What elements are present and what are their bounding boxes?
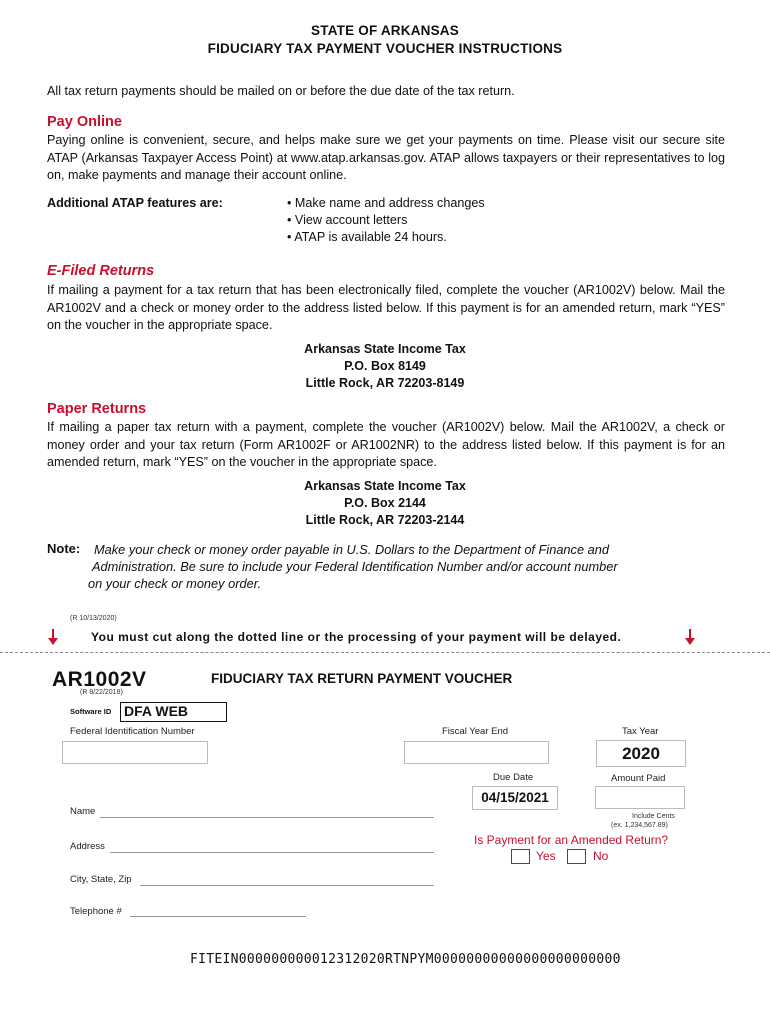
- amended-no-checkbox[interactable]: [567, 849, 586, 864]
- amended-yes-checkbox[interactable]: [511, 849, 530, 864]
- pay-online-heading: Pay Online: [47, 114, 122, 130]
- paper-returns-body: If mailing a paper tax return with a payment, complete the voucher (AR1002V) below. Mail the AR1002V, a check or money order and your tax return (Form AR1002F or AR1002NR) to the address listed below. If this payment is for an amended return, mark “YES” on the voucher in the appropriate space.: [47, 420, 725, 469]
- atap-feature-item: • Make name and address changes: [287, 196, 485, 210]
- pay-online-body: Paying online is convenient, secure, and helps make sure we get your payments on time. Please visit our secure site ATAP (Arkansas Taxpayer Access Point) at www.atap.arkansas.gov. ATAP allows taxpayers or their representatives to log on, make payments and manage their account online.: [47, 133, 725, 182]
- form-id: AR1002V: [52, 668, 147, 691]
- telephone-line[interactable]: [130, 916, 306, 917]
- atap-features-label: Additional ATAP features are:: [47, 196, 223, 210]
- amended-yes-label: Yes: [536, 849, 556, 863]
- paper-returns-heading: Paper Returns: [47, 401, 147, 417]
- page-title: STATE OF ARKANSAS: [311, 23, 459, 38]
- note-label: Note:: [47, 541, 81, 556]
- efiled-address-line: P.O. Box 8149: [344, 359, 426, 373]
- amount-paid-label: Amount Paid: [611, 773, 666, 784]
- include-cents-note: Include Cents: [632, 813, 675, 820]
- tax-year-label: Tax Year: [622, 726, 659, 737]
- city-state-zip-label: City, State, Zip: [70, 874, 132, 885]
- due-date-field[interactable]: 04/15/2021: [472, 786, 558, 810]
- software-id-label: Software ID: [70, 707, 112, 716]
- voucher-title: FIDUCIARY TAX RETURN PAYMENT VOUCHER: [211, 671, 513, 686]
- atap-feature-item: • View account letters: [287, 213, 408, 227]
- note-text-line: on your check or money order.: [88, 576, 262, 591]
- efiled-heading: E-Filed Returns: [47, 263, 155, 279]
- paper-address-line: P.O. Box 2144: [344, 496, 426, 510]
- fein-input[interactable]: [62, 741, 208, 764]
- note-text-line: Make your check or money order payable in U.S. Dollars to the Department of Finance and: [94, 542, 609, 557]
- name-line[interactable]: [100, 817, 434, 818]
- amended-no-label: No: [593, 849, 609, 863]
- due-date-label: Due Date: [493, 772, 534, 783]
- address-line[interactable]: [110, 852, 434, 853]
- paper-address-line: Arkansas State Income Tax: [304, 479, 466, 493]
- software-id-field[interactable]: DFA WEB: [120, 702, 227, 722]
- efiled-body: If mailing a payment for a tax return that has been electronically filed, complete the voucher (AR1002V) below. Mail the AR1002V and a check or money order to the address listed below. If this payment is for an amended return, mark “YES” on the voucher in the appropriate space.: [47, 283, 725, 332]
- note-text-line: Administration. Be sure to include your Federal Identification Number and/or account number: [92, 559, 618, 574]
- efiled-address-line: Arkansas State Income Tax: [304, 342, 466, 356]
- cut-notice: You must cut along the dotted line or the processing of your payment will be delayed.: [91, 630, 622, 644]
- cut-dotted-line: [0, 652, 770, 653]
- paper-address-line: Little Rock, AR 72203-2144: [305, 513, 465, 527]
- tax-year-field[interactable]: 2020: [596, 740, 686, 767]
- fiscal-year-end-input[interactable]: [404, 741, 549, 764]
- page-subtitle: FIDUCIARY TAX PAYMENT VOUCHER INSTRUCTIONS: [207, 41, 563, 56]
- form-revision: (R 8/22/2018): [80, 689, 123, 696]
- telephone-label: Telephone #: [70, 906, 122, 917]
- amended-question: Is Payment for an Amended Return?: [474, 833, 669, 847]
- fiscal-year-end-label: Fiscal Year End: [442, 726, 509, 737]
- intro-text: All tax return payments should be mailed on or before the due date of the tax return.: [47, 84, 515, 98]
- address-label: Address: [70, 841, 105, 852]
- fein-label: Federal Identification Number: [70, 726, 195, 737]
- atap-feature-item: • ATAP is available 24 hours.: [287, 230, 447, 244]
- amount-paid-input[interactable]: [595, 786, 685, 809]
- efiled-address-line: Little Rock, AR 72203-8149: [305, 376, 465, 390]
- down-arrow-icon: [47, 628, 59, 651]
- cents-example: (ex. 1,234,567.89): [611, 822, 668, 829]
- scan-line: FITEIN000000000012312020RTNPYM00000000000000000000000: [190, 952, 621, 967]
- name-label: Name: [70, 806, 96, 817]
- city-state-zip-line[interactable]: [140, 885, 434, 886]
- revision-date: (R 10/13/2020): [70, 615, 117, 622]
- down-arrow-icon: [684, 628, 696, 651]
